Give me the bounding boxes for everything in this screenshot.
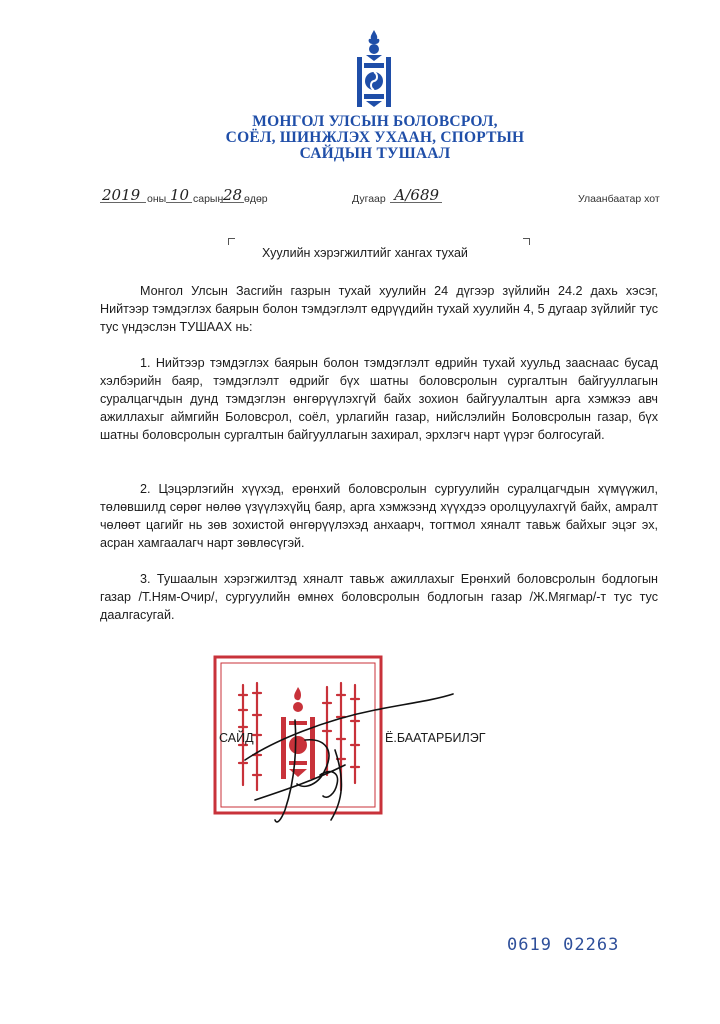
order-item-2	[100, 480, 658, 552]
order-item-3	[100, 570, 658, 624]
signatory-title: САЙД	[219, 731, 254, 745]
signatory-name: Ё.БААТАРБИЛЭГ	[385, 731, 486, 745]
year-underline	[100, 202, 146, 203]
soyombo-emblem-icon	[357, 30, 391, 108]
handwritten-signature-icon	[235, 680, 455, 830]
place: Улаанбаатар хот	[578, 193, 660, 205]
ministry-line-2: СОЁЛ, ШИНЖЛЭХ УХААН, СПОРТЫН	[225, 129, 525, 146]
order-item-2-text: 2. Цэцэрлэгийн хүүхэд, ерөнхий боловсролын сургуулийн суралцагчдын хүмүүжил, төлөвшилд сөрөг нөлөө үзүүлэхүйц баяр, арга хэмжээнд хүүхдээ оролцуулахгүй байх, амралт чөлөөт цагийг нь зөв зохистой өнгөрүүлэхэд анхаарч, тогтмол хяналт тавьж байхыг эцэг эх, асран хамгаалагч нарт зөвлөсүгэй.	[100, 482, 658, 550]
number-label: Дугаар	[352, 193, 386, 205]
year-suffix: оны	[147, 193, 167, 205]
subject-title: Хуулийн хэрэгжилтийг хангах тухай	[262, 246, 468, 260]
order-item-1-text: 1. Нийтээр тэмдэглэх баярын болон тэмдэглэлт өдрийн тухай хуульд зааснаас бусад хэлбэрийн баяр, тэмдэглэлт өдрийг бүх шатны боловсролын сургалтын байгууллагын суралцагчдын дунд тэмдэглэн өнгөрүүлэхгүй байх зохион байгуулалтын арга хэмжээ авч ажиллахыг аймгийн Боловсрол, соёл, урлагийн газар, нийслэлийн Боловсролын газар, бүх шатны боловсролын сургалтын байгууллагын захирал, эрхлэгч нарт үүрэг болгосугай.	[100, 356, 658, 442]
month-underline	[166, 202, 192, 203]
date-month: 10	[170, 186, 190, 204]
intro-paragraph	[100, 282, 658, 336]
month-suffix: сарын	[193, 193, 224, 205]
number-underline	[390, 202, 442, 203]
ministry-line-3: САЙДЫН ТУШААЛ	[299, 145, 451, 162]
order-item-1	[100, 354, 658, 444]
order-item-3-text: 3. Тушаалын хэрэгжилтэд хяналт тавьж ажиллахыг Ерөнхий боловсролын бодлогын газар /Т.Ням-Очир/, сургуулийн өмнөх боловсролын бодлогын газар /Ж.Мягмар/-т тус тус даалгасугай.	[100, 572, 658, 622]
ministry-line-1: МОНГОЛ УЛСЫН БОЛОВСРОЛ,	[252, 113, 498, 130]
day-suffix: өдөр	[244, 193, 268, 205]
subject-corner-right	[523, 238, 530, 245]
order-number: А/689	[394, 186, 440, 204]
date-day: 28	[223, 186, 243, 204]
subject-corner-left	[228, 238, 235, 245]
date-year: 2019	[102, 186, 141, 204]
ministry-heading	[180, 114, 570, 162]
intro-text: Монгол Улсын Засгийн газрын тухай хуулийн 24 дүгээр зүйлийн 24.2 дахь хэсэг, Нийтээр тэмдэглэх баярын болон тэмдэглэлт өдрүүдийн тухай хуулийн 4, 5 дугаар зүйлийг тус тус үндэслэн ТУШААХ нь:	[100, 284, 658, 334]
serial-number: 0619 02263	[507, 935, 620, 955]
day-underline	[220, 202, 244, 203]
